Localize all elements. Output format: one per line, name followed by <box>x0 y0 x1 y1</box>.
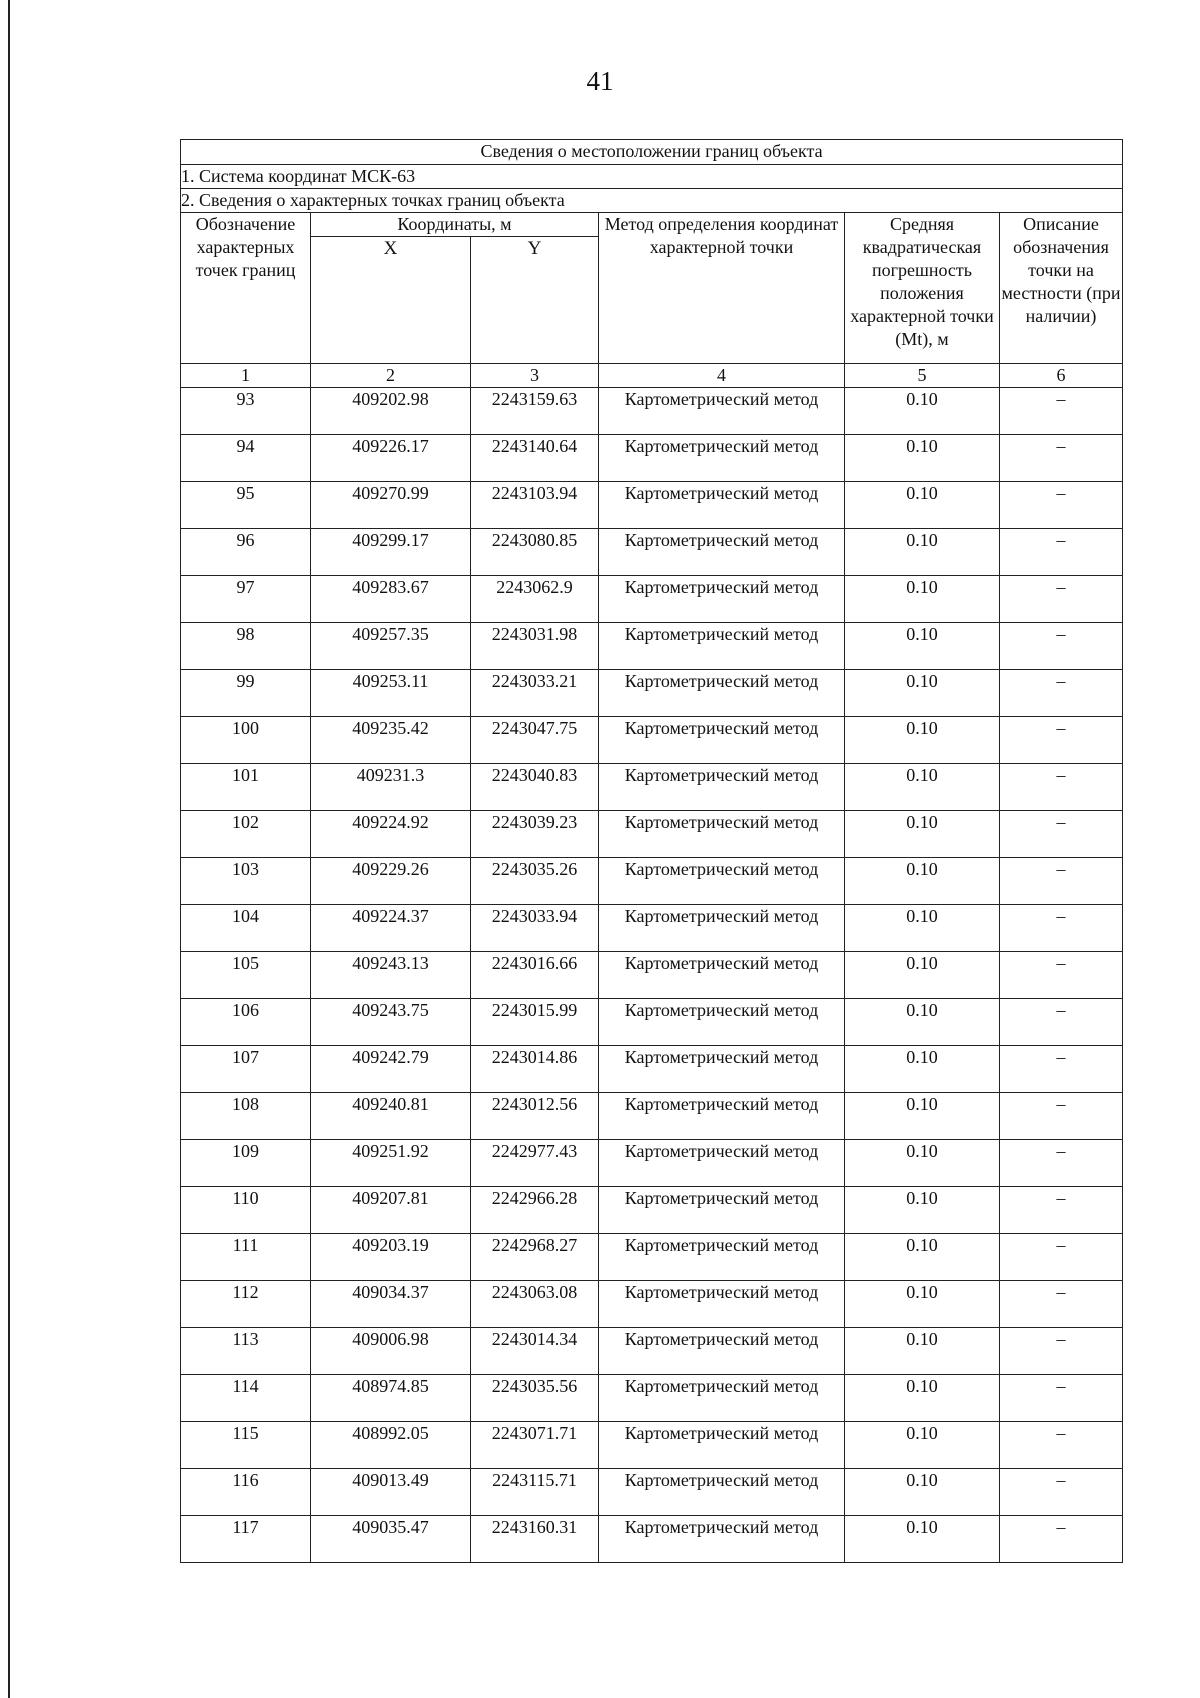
description-cell: – <box>1000 623 1123 670</box>
description-cell: – <box>1000 1187 1123 1234</box>
point-cell: 100 <box>181 717 311 764</box>
error-cell: 0.10 <box>845 952 1000 999</box>
error-cell: 0.10 <box>845 1469 1000 1516</box>
error-cell: 0.10 <box>845 905 1000 952</box>
point-cell: 105 <box>181 952 311 999</box>
y-coordinate-cell: 2242977.43 <box>471 1140 599 1187</box>
table-row <box>181 811 1123 858</box>
table-row <box>181 1469 1123 1516</box>
method-cell: Картометрический метод <box>599 764 845 811</box>
method-cell: Картометрический метод <box>599 670 845 717</box>
table-row <box>181 1093 1123 1140</box>
x-coordinate-cell: 408992.05 <box>311 1422 471 1469</box>
x-coordinate-cell: 409242.79 <box>311 1046 471 1093</box>
method-cell: Картометрический метод <box>599 623 845 670</box>
method-cell: Картометрический метод <box>599 1328 845 1375</box>
table-row <box>181 482 1123 529</box>
error-cell: 0.10 <box>845 764 1000 811</box>
table-row <box>181 1375 1123 1422</box>
table-row <box>181 764 1123 811</box>
description-cell: – <box>1000 764 1123 811</box>
column-number: 6 <box>1000 364 1123 388</box>
x-coordinate-cell: 409203.19 <box>311 1234 471 1281</box>
point-cell: 115 <box>181 1422 311 1469</box>
description-cell: – <box>1000 388 1123 435</box>
y-coordinate-cell: 2243115.71 <box>471 1469 599 1516</box>
table-row <box>181 905 1123 952</box>
table-row <box>181 388 1123 435</box>
table-row <box>181 1516 1123 1563</box>
table-row <box>181 1046 1123 1093</box>
header-coordinates: Координаты, м <box>311 213 599 237</box>
header-method: Метод определения координат характерной точки <box>599 213 845 364</box>
y-coordinate-cell: 2243103.94 <box>471 482 599 529</box>
error-cell: 0.10 <box>845 482 1000 529</box>
point-cell: 96 <box>181 529 311 576</box>
x-coordinate-cell: 409229.26 <box>311 858 471 905</box>
column-number: 1 <box>181 364 311 388</box>
table-row <box>181 623 1123 670</box>
point-cell: 114 <box>181 1375 311 1422</box>
table-row <box>181 529 1123 576</box>
method-cell: Картометрический метод <box>599 1093 845 1140</box>
y-coordinate-cell: 2243035.56 <box>471 1375 599 1422</box>
point-cell: 102 <box>181 811 311 858</box>
column-number: 5 <box>845 364 1000 388</box>
point-cell: 103 <box>181 858 311 905</box>
points-heading-line: 2. Сведения о характерных точках границ объекта <box>181 189 1123 213</box>
x-coordinate-cell: 409240.81 <box>311 1093 471 1140</box>
error-cell: 0.10 <box>845 576 1000 623</box>
method-cell: Картометрический метод <box>599 576 845 623</box>
y-coordinate-cell: 2243016.66 <box>471 952 599 999</box>
column-number: 3 <box>471 364 599 388</box>
description-cell: – <box>1000 905 1123 952</box>
description-cell: – <box>1000 1422 1123 1469</box>
error-cell: 0.10 <box>845 435 1000 482</box>
table-row <box>181 435 1123 482</box>
x-coordinate-cell: 409231.3 <box>311 764 471 811</box>
point-cell: 97 <box>181 576 311 623</box>
table-row <box>181 1187 1123 1234</box>
x-coordinate-cell: 409224.92 <box>311 811 471 858</box>
method-cell: Картометрический метод <box>599 811 845 858</box>
header-x: X <box>311 237 471 364</box>
error-cell: 0.10 <box>845 1516 1000 1563</box>
error-cell: 0.10 <box>845 388 1000 435</box>
point-cell: 95 <box>181 482 311 529</box>
error-cell: 0.10 <box>845 1093 1000 1140</box>
point-cell: 116 <box>181 1469 311 1516</box>
description-cell: – <box>1000 435 1123 482</box>
method-cell: Картометрический метод <box>599 435 845 482</box>
description-cell: – <box>1000 1140 1123 1187</box>
y-coordinate-cell: 2243159.63 <box>471 388 599 435</box>
y-coordinate-cell: 2243040.83 <box>471 764 599 811</box>
method-cell: Картометрический метод <box>599 952 845 999</box>
error-cell: 0.10 <box>845 1234 1000 1281</box>
x-coordinate-cell: 409226.17 <box>311 435 471 482</box>
coord-system-line: 1. Система координат МСК-63 <box>181 165 1123 189</box>
description-cell: – <box>1000 1375 1123 1422</box>
point-cell: 109 <box>181 1140 311 1187</box>
error-cell: 0.10 <box>845 1375 1000 1422</box>
point-cell: 112 <box>181 1281 311 1328</box>
y-coordinate-cell: 2243014.34 <box>471 1328 599 1375</box>
y-coordinate-cell: 2242968.27 <box>471 1234 599 1281</box>
description-cell: – <box>1000 1046 1123 1093</box>
header-y: Y <box>471 237 599 364</box>
method-cell: Картометрический метод <box>599 388 845 435</box>
error-cell: 0.10 <box>845 529 1000 576</box>
error-cell: 0.10 <box>845 1187 1000 1234</box>
method-cell: Картометрический метод <box>599 1187 845 1234</box>
description-cell: – <box>1000 1516 1123 1563</box>
point-cell: 117 <box>181 1516 311 1563</box>
description-cell: – <box>1000 1469 1123 1516</box>
table-row <box>181 858 1123 905</box>
x-coordinate-cell: 409035.47 <box>311 1516 471 1563</box>
y-coordinate-cell: 2243031.98 <box>471 623 599 670</box>
y-coordinate-cell: 2243033.21 <box>471 670 599 717</box>
table-row <box>181 670 1123 717</box>
y-coordinate-cell: 2243033.94 <box>471 905 599 952</box>
description-cell: – <box>1000 1093 1123 1140</box>
point-cell: 108 <box>181 1093 311 1140</box>
y-coordinate-cell: 2243015.99 <box>471 999 599 1046</box>
method-cell: Картометрический метод <box>599 1281 845 1328</box>
header-designation: Обозначение характерных точек границ <box>181 213 311 364</box>
y-coordinate-cell: 2243080.85 <box>471 529 599 576</box>
method-cell: Картометрический метод <box>599 1516 845 1563</box>
description-cell: – <box>1000 717 1123 764</box>
point-cell: 111 <box>181 1234 311 1281</box>
description-cell: – <box>1000 529 1123 576</box>
error-cell: 0.10 <box>845 1140 1000 1187</box>
error-cell: 0.10 <box>845 1281 1000 1328</box>
header-error: Средняя квадратическая погрешность положения характерной точки (Mt), м <box>845 213 1000 364</box>
method-cell: Картометрический метод <box>599 717 845 764</box>
y-coordinate-cell: 2243047.75 <box>471 717 599 764</box>
description-cell: – <box>1000 1328 1123 1375</box>
method-cell: Картометрический метод <box>599 1422 845 1469</box>
error-cell: 0.10 <box>845 999 1000 1046</box>
y-coordinate-cell: 2243039.23 <box>471 811 599 858</box>
x-coordinate-cell: 409006.98 <box>311 1328 471 1375</box>
x-coordinate-cell: 409013.49 <box>311 1469 471 1516</box>
description-cell: – <box>1000 811 1123 858</box>
error-cell: 0.10 <box>845 811 1000 858</box>
point-cell: 94 <box>181 435 311 482</box>
table-row <box>181 1422 1123 1469</box>
y-coordinate-cell: 2242966.28 <box>471 1187 599 1234</box>
method-cell: Картометрический метод <box>599 1046 845 1093</box>
error-cell: 0.10 <box>845 858 1000 905</box>
y-coordinate-cell: 2243062.9 <box>471 576 599 623</box>
description-cell: – <box>1000 952 1123 999</box>
method-cell: Картометрический метод <box>599 529 845 576</box>
point-cell: 98 <box>181 623 311 670</box>
description-cell: – <box>1000 999 1123 1046</box>
error-cell: 0.10 <box>845 670 1000 717</box>
point-cell: 113 <box>181 1328 311 1375</box>
table-row <box>181 952 1123 999</box>
point-cell: 99 <box>181 670 311 717</box>
x-coordinate-cell: 409034.37 <box>311 1281 471 1328</box>
point-cell: 104 <box>181 905 311 952</box>
error-cell: 0.10 <box>845 717 1000 764</box>
x-coordinate-cell: 409253.11 <box>311 670 471 717</box>
point-cell: 93 <box>181 388 311 435</box>
table-row <box>181 576 1123 623</box>
y-coordinate-cell: 2243014.86 <box>471 1046 599 1093</box>
table-row <box>181 1234 1123 1281</box>
method-cell: Картометрический метод <box>599 999 845 1046</box>
page-edge-rule <box>8 0 10 1698</box>
error-cell: 0.10 <box>845 1046 1000 1093</box>
point-cell: 110 <box>181 1187 311 1234</box>
x-coordinate-cell: 409270.99 <box>311 482 471 529</box>
error-cell: 0.10 <box>845 1422 1000 1469</box>
method-cell: Картометрический метод <box>599 858 845 905</box>
y-coordinate-cell: 2243063.08 <box>471 1281 599 1328</box>
x-coordinate-cell: 409224.37 <box>311 905 471 952</box>
x-coordinate-cell: 409251.92 <box>311 1140 471 1187</box>
x-coordinate-cell: 409299.17 <box>311 529 471 576</box>
y-coordinate-cell: 2243160.31 <box>471 1516 599 1563</box>
error-cell: 0.10 <box>845 1328 1000 1375</box>
description-cell: – <box>1000 1281 1123 1328</box>
description-cell: – <box>1000 1234 1123 1281</box>
table-row <box>181 999 1123 1046</box>
x-coordinate-cell: 409235.42 <box>311 717 471 764</box>
x-coordinate-cell: 409243.75 <box>311 999 471 1046</box>
table-row <box>181 1328 1123 1375</box>
description-cell: – <box>1000 576 1123 623</box>
table-row <box>181 1281 1123 1328</box>
table-row <box>181 1140 1123 1187</box>
y-coordinate-cell: 2243071.71 <box>471 1422 599 1469</box>
x-coordinate-cell: 408974.85 <box>311 1375 471 1422</box>
method-cell: Картометрический метод <box>599 1140 845 1187</box>
boundary-points-table <box>180 139 1123 1563</box>
x-coordinate-cell: 409202.98 <box>311 388 471 435</box>
y-coordinate-cell: 2243035.26 <box>471 858 599 905</box>
method-cell: Картометрический метод <box>599 905 845 952</box>
point-cell: 106 <box>181 999 311 1046</box>
y-coordinate-cell: 2243140.64 <box>471 435 599 482</box>
method-cell: Картометрический метод <box>599 1375 845 1422</box>
x-coordinate-cell: 409283.67 <box>311 576 471 623</box>
column-number: 4 <box>599 364 845 388</box>
x-coordinate-cell: 409257.35 <box>311 623 471 670</box>
description-cell: – <box>1000 858 1123 905</box>
y-coordinate-cell: 2243012.56 <box>471 1093 599 1140</box>
error-cell: 0.10 <box>845 623 1000 670</box>
column-number: 2 <box>311 364 471 388</box>
description-cell: – <box>1000 482 1123 529</box>
point-cell: 101 <box>181 764 311 811</box>
point-cell: 107 <box>181 1046 311 1093</box>
description-cell: – <box>1000 670 1123 717</box>
method-cell: Картометрический метод <box>599 482 845 529</box>
page-number: 41 <box>586 66 614 96</box>
x-coordinate-cell: 409243.13 <box>311 952 471 999</box>
x-coordinate-cell: 409207.81 <box>311 1187 471 1234</box>
table-title: Сведения о местоположении границ объекта <box>181 140 1123 165</box>
method-cell: Картометрический метод <box>599 1469 845 1516</box>
header-description: Описание обозначения точки на местности (при наличии) <box>1000 213 1123 364</box>
method-cell: Картометрический метод <box>599 1234 845 1281</box>
table-row <box>181 717 1123 764</box>
